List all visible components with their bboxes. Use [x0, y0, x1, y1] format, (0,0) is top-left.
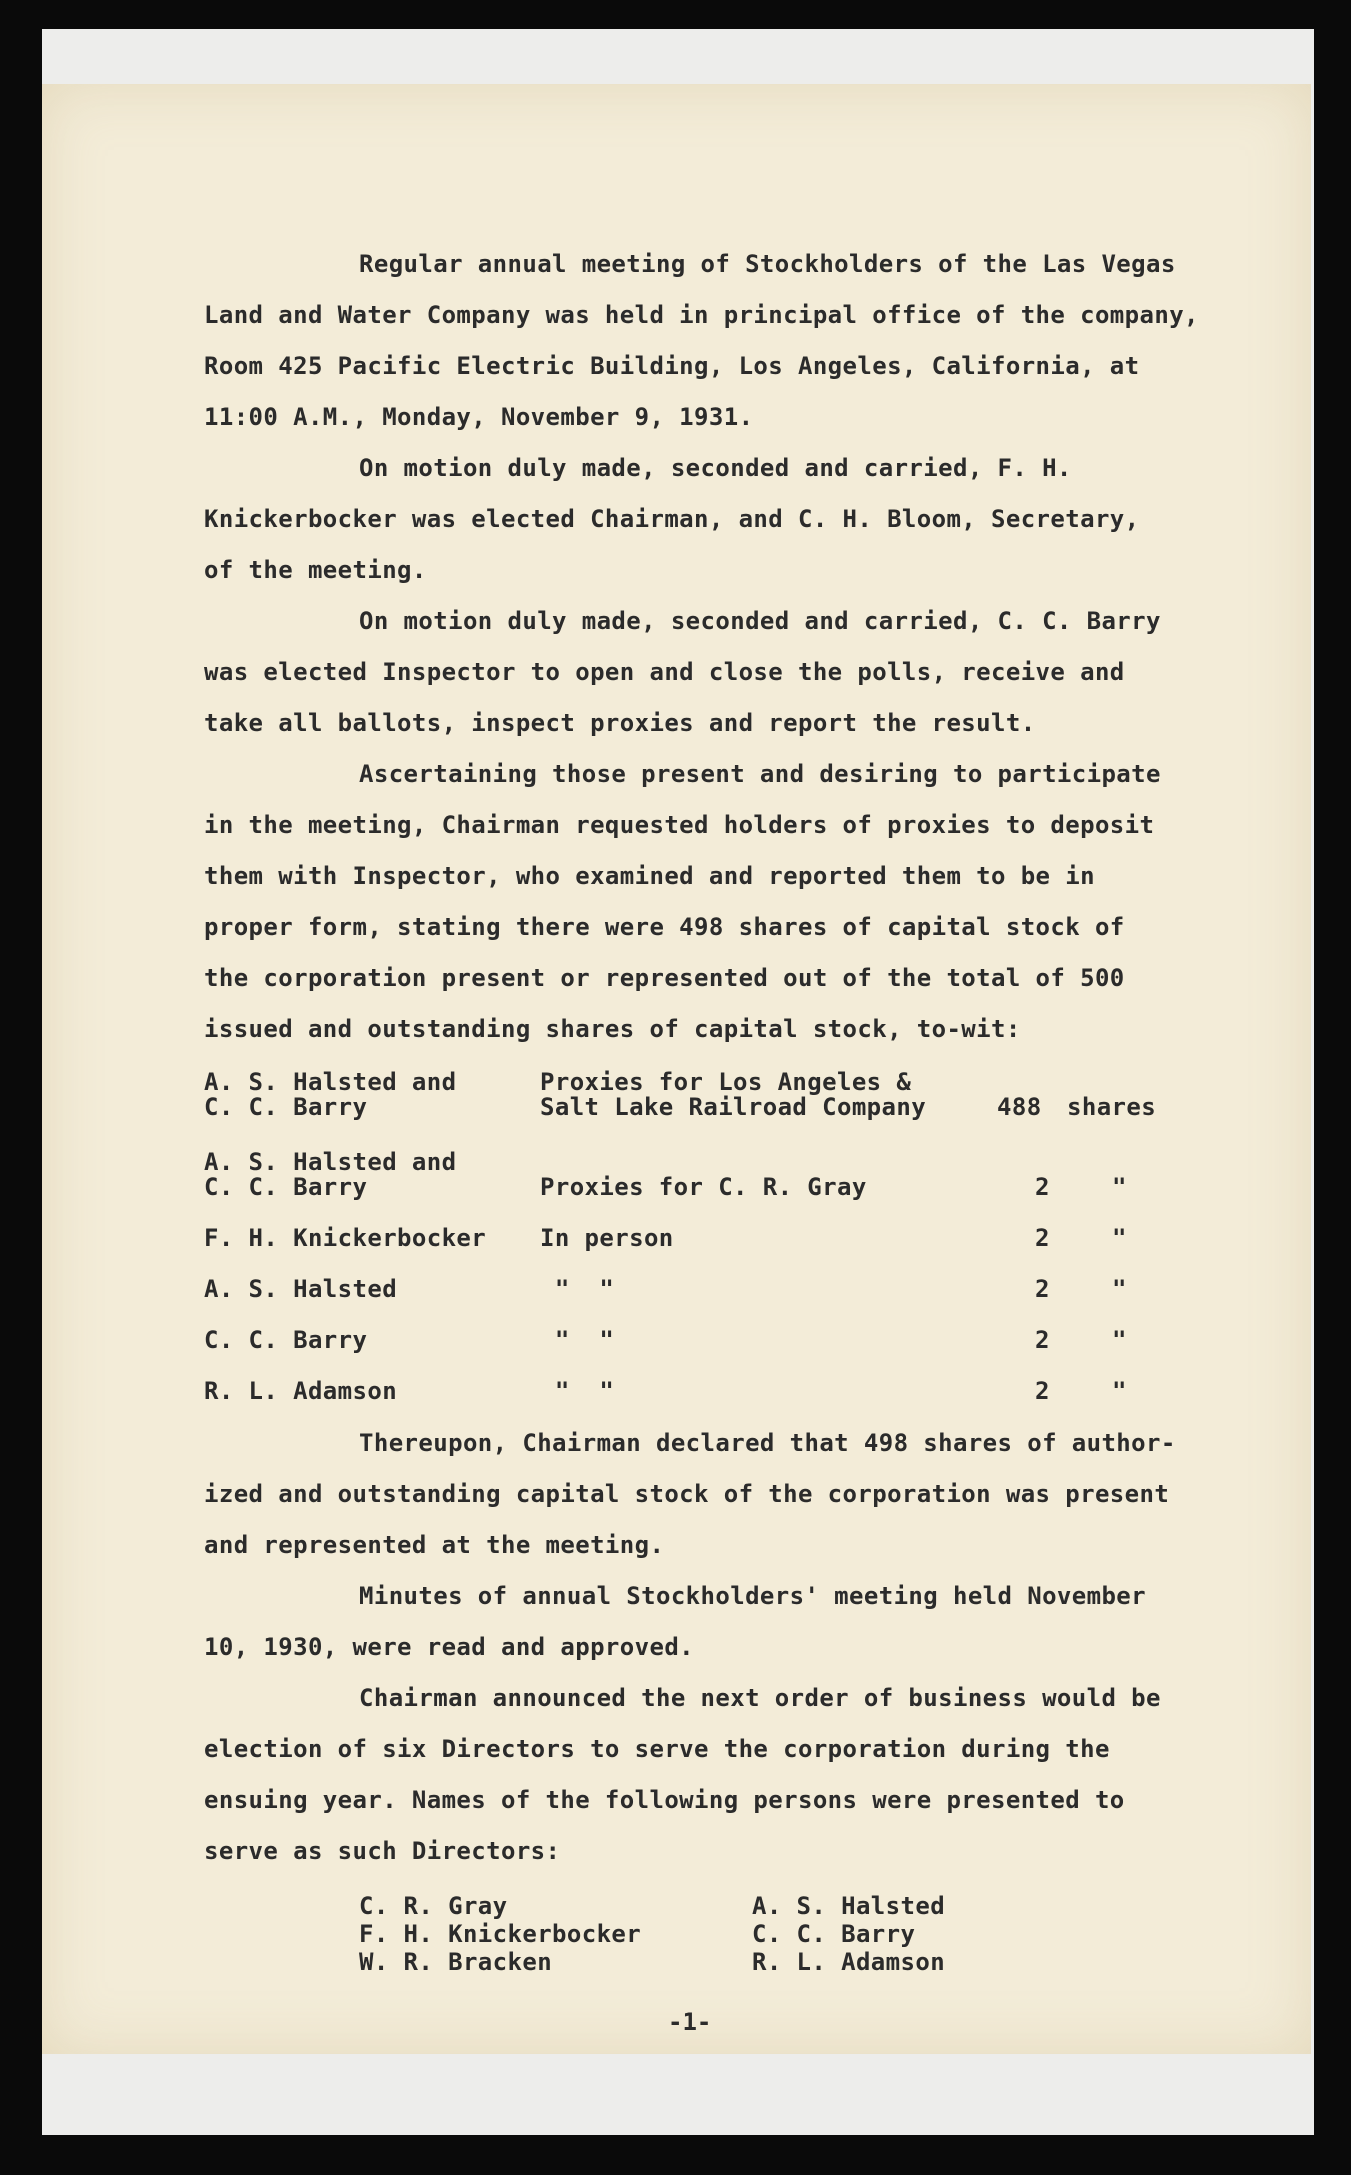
text-line: Minutes of annual Stockholders' meeting held November	[359, 1582, 1147, 1610]
director-name: R. L. Adamson	[752, 1948, 946, 1976]
text-line: take all ballots, inspect proxies and report the result.	[204, 709, 1036, 737]
text-line: in the meeting, Chairman requested holders of proxies to deposit	[204, 811, 1155, 839]
text-line: issued and outstanding shares of capital stock, to-wit:	[204, 1015, 1021, 1043]
count-cell: 2	[1035, 1326, 1050, 1354]
capacity-cell: " "	[540, 1275, 615, 1303]
holder-cell: A. S. Halsted	[204, 1275, 398, 1303]
unit-cell: "	[1112, 1224, 1127, 1252]
text-line: 10, 1930, were read and approved.	[204, 1633, 695, 1661]
text-line: On motion duly made, seconded and carried, C. C. Barry	[359, 607, 1161, 635]
text-line: ized and outstanding capital stock of the corporation was present	[204, 1480, 1170, 1508]
count-cell: 2	[1035, 1224, 1050, 1252]
unit-cell: "	[1112, 1377, 1127, 1405]
text-line: them with Inspector, who examined and reported them to be in	[204, 862, 1095, 890]
text-line: and represented at the meeting.	[204, 1531, 665, 1559]
text-line: Regular annual meeting of Stockholders of the Las Vegas	[359, 250, 1176, 278]
director-name: C. C. Barry	[752, 1920, 916, 1948]
text-line: 11:00 A.M., Monday, November 9, 1931.	[204, 403, 754, 431]
capacity-cell: " "	[540, 1377, 615, 1405]
text-line: Chairman announced the next order of business would be	[359, 1684, 1161, 1712]
page-number: -1-	[668, 2008, 712, 2036]
unit-cell: "	[1112, 1275, 1127, 1303]
director-name: W. R. Bracken	[359, 1948, 553, 1976]
text-line: Room 425 Pacific Electric Building, Los Angeles, California, at	[204, 352, 1140, 380]
holder-cell: C. C. Barry	[204, 1326, 368, 1354]
holder-cell: A. S. Halsted and C. C. Barry	[204, 1068, 457, 1121]
director-name: F. H. Knickerbocker	[359, 1920, 642, 1948]
capacity-cell: Proxies for Los Angeles & Salt Lake Railroad Company	[540, 1068, 927, 1121]
text-line: Ascertaining those present and desiring to participate	[359, 760, 1161, 788]
unit-cell: "	[1112, 1173, 1127, 1201]
count-cell: 2	[1035, 1377, 1050, 1405]
capacity-cell: Proxies for C. R. Gray	[540, 1173, 867, 1201]
text-line: of the meeting.	[204, 556, 427, 584]
count-cell: 2	[1035, 1275, 1050, 1303]
text-line: Land and Water Company was held in principal office of the company,	[204, 301, 1199, 329]
director-name: C. R. Gray	[359, 1892, 508, 1920]
text-line: On motion duly made, seconded and carried, F. H.	[359, 454, 1072, 482]
holder-cell: R. L. Adamson	[204, 1377, 398, 1405]
unit-cell: "	[1112, 1326, 1127, 1354]
text-line: ensuing year. Names of the following persons were presented to	[204, 1786, 1125, 1814]
holder-cell: A. S. Halsted and C. C. Barry	[204, 1148, 457, 1201]
text-line: proper form, stating there were 498 shares of capital stock of	[204, 913, 1125, 941]
text-line: Thereupon, Chairman declared that 498 shares of author-	[359, 1429, 1176, 1457]
director-name: A. S. Halsted	[752, 1892, 946, 1920]
unit-cell: shares	[1067, 1093, 1157, 1121]
text-line: Knickerbocker was elected Chairman, and C. H. Bloom, Secretary,	[204, 505, 1140, 533]
capacity-cell: In person	[540, 1224, 674, 1252]
text-line: was elected Inspector to open and close the polls, receive and	[204, 658, 1125, 686]
count-cell: 2	[1035, 1173, 1050, 1201]
document-page	[42, 84, 1311, 2054]
count-cell: 488	[997, 1093, 1042, 1121]
capacity-cell: " "	[540, 1326, 615, 1354]
text-line: election of six Directors to serve the corporation during the	[204, 1735, 1110, 1763]
text-line: serve as such Directors:	[204, 1837, 561, 1865]
holder-cell: F. H. Knickerbocker	[204, 1224, 487, 1252]
text-line: the corporation present or represented out of the total of 500	[204, 964, 1125, 992]
